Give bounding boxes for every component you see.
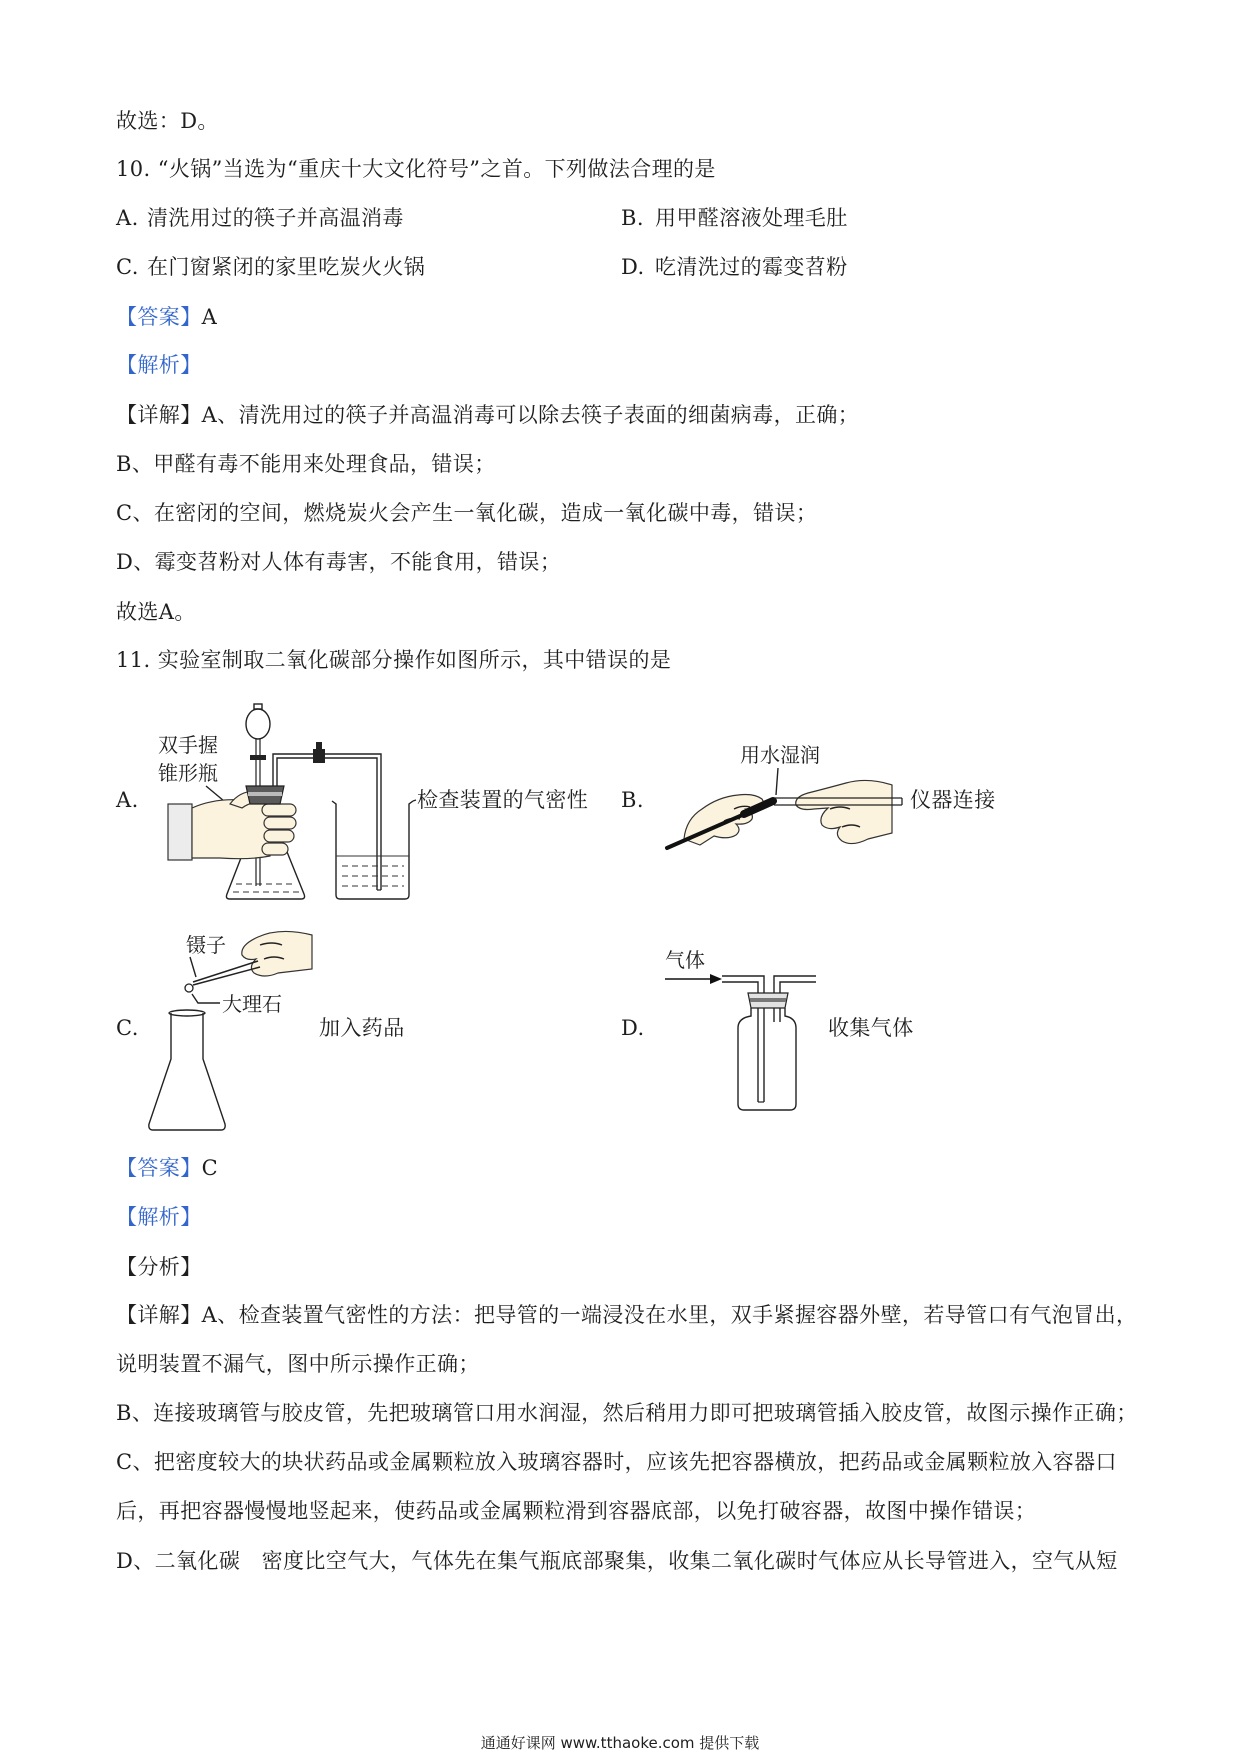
figure-c-adding-marble xyxy=(140,925,320,1137)
figure-c-label-tweezers: 镊子 xyxy=(186,933,226,957)
q11-detail-label: 【详解】 xyxy=(116,1303,202,1327)
clamp-icon xyxy=(313,742,325,763)
q11-detail-line-4: C、把密度较大的块状药品或金属颗粒放入玻璃容器时，应该先把容器横放，把药品或金属颗粒放入容器口 xyxy=(116,1450,1117,1474)
q11-detail-line-6: D、二氧化碳 密度比空气大，气体先在集气瓶底部聚集，收集二氧化碳时气体应从长导管进入，空气从短 xyxy=(116,1549,1118,1573)
q10-detail-line-2: B、甲醛有毒不能用来处理食品，错误； xyxy=(116,452,496,476)
q11-detail-line-1 xyxy=(116,1303,1137,1327)
q11-detail-line-3: B、连接玻璃管与胶皮管，先把玻璃管口用水润湿，然后稍用力即可把玻璃管插入胶皮管，故图示操作正确； xyxy=(116,1401,1138,1425)
q10-conclusion: 故选A。 xyxy=(116,600,196,624)
figure-a-caption: 检查装置的气密性 xyxy=(417,788,589,812)
figure-d-letter: D. xyxy=(621,1016,645,1040)
q10-answer-label: 【答案】 xyxy=(116,305,202,329)
q10-number: 10. xyxy=(116,157,151,181)
erlenmeyer-flask-icon xyxy=(149,1010,225,1130)
q10-detail-line-3: C、在密闭的空间，燃烧炭火会产生一氧化碳，造成一氧化碳中毒，错误； xyxy=(116,501,818,525)
figure-a-letter: A. xyxy=(116,788,139,812)
q10-option-b-text: 用甲醛溶液处理毛肚 xyxy=(655,206,848,230)
right-hand-icon xyxy=(796,780,892,843)
q11-stem-line xyxy=(116,648,671,672)
figure-d-label-gas: 气体 xyxy=(665,948,705,972)
q11-answer-label: 【答案】 xyxy=(116,1156,202,1180)
q10-answer-line xyxy=(116,305,217,329)
q10-detail-line-4: D、霉变苕粉对人体有毒害，不能食用，错误； xyxy=(116,550,562,574)
figure-c-letter: C. xyxy=(116,1016,139,1040)
q11-detail-line-2: 说明装置不漏气，图中所示操作正确； xyxy=(116,1352,480,1376)
q11-detail-text-1: A、检查装置气密性的方法：把导管的一端浸没在水里，双手紧握容器外壁，若导管口有气泡冒出， xyxy=(201,1303,1138,1327)
figure-a-label-flask: 锥形瓶 xyxy=(158,761,218,785)
figure-b-tube-connection xyxy=(660,735,905,865)
q10-detail-line-1 xyxy=(116,403,859,427)
figure-a-label-hands: 双手握 xyxy=(158,733,218,757)
q10-detail-label: 【详解】 xyxy=(116,403,202,427)
figure-d-gas-collection xyxy=(660,940,820,1115)
q10-option-a-text: 清洗用过的筷子并高温消毒 xyxy=(147,206,404,230)
q11-number: 11. xyxy=(116,648,151,672)
figure-b-caption: 仪器连接 xyxy=(910,788,996,812)
marble-piece-icon xyxy=(185,984,193,992)
q11-answer: C xyxy=(201,1156,219,1180)
figure-c-label-marble: 大理石 xyxy=(222,992,282,1016)
q10-option-d-text: 吃清洗过的霉变苕粉 xyxy=(655,255,848,279)
q10-option-a-letter: A. xyxy=(116,206,139,230)
q10-stem: “火锅”当选为“重庆十大文化符号”之首。下列做法合理的是 xyxy=(157,157,716,181)
beaker-icon xyxy=(332,801,413,899)
q11-stem: 实验室制取二氧化碳部分操作如图所示，其中错误的是 xyxy=(157,648,672,672)
q11-answer-line xyxy=(116,1156,218,1180)
q10-option-c-letter: C. xyxy=(116,255,139,279)
figure-d-caption: 收集气体 xyxy=(828,1016,914,1040)
q11-analysis-sub-label: 【分析】 xyxy=(116,1255,202,1279)
figure-b-label-wet: 用水湿润 xyxy=(740,743,820,767)
figure-c-caption: 加入药品 xyxy=(319,1016,405,1040)
q10-option-b-letter: B. xyxy=(621,206,644,230)
q11-analysis-label: 【解析】 xyxy=(116,1205,202,1229)
prev-conclusion: 故选：D。 xyxy=(116,109,219,133)
tweezers-icon xyxy=(193,961,260,985)
page-footer: 通通好课网 www.tthaoke.com 提供下载 xyxy=(480,1734,760,1752)
q11-detail-line-5: 后，再把容器慢慢地竖起来，使药品或金属颗粒滑到容器底部，以免打破容器，故图中操作错误； xyxy=(116,1499,1037,1523)
rubber-stopper-icon xyxy=(748,993,788,1008)
q10-option-d-letter: D. xyxy=(621,255,645,279)
q10-analysis-label: 【解析】 xyxy=(116,353,202,377)
gas-bottle-icon xyxy=(738,1008,796,1110)
q10-answer: A xyxy=(201,305,218,329)
q10-option-c-text: 在门窗紧闭的家里吃炭火火锅 xyxy=(147,255,426,279)
q10-detail-text-1: A、清洗用过的筷子并高温消毒可以除去筷子表面的细菌病毒，正确； xyxy=(201,403,860,427)
figure-b-letter: B. xyxy=(621,788,644,812)
q10-stem-line xyxy=(116,157,716,181)
arrow-right-icon xyxy=(665,974,722,984)
figure-a-airtightness-apparatus xyxy=(150,700,420,910)
